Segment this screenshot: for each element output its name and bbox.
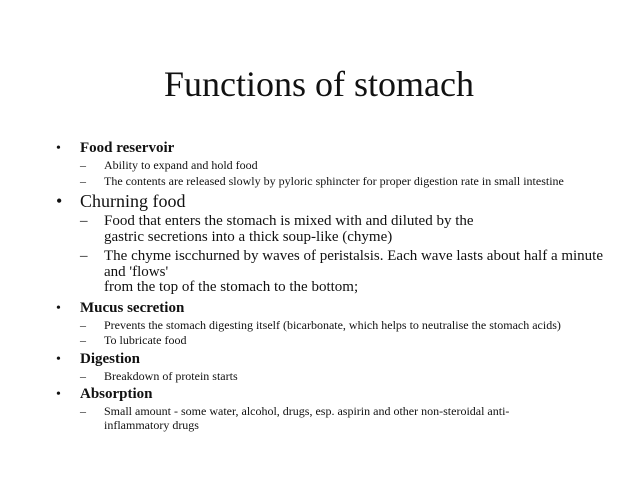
sub-bullet-text-line: and 'flows' xyxy=(104,263,169,280)
section-mucus-secretion xyxy=(56,300,616,348)
bullet-icon: • xyxy=(56,351,61,367)
bullet-icon: • xyxy=(56,387,61,402)
section-heading: Churning food xyxy=(80,191,186,211)
bullet-icon: • xyxy=(56,300,61,316)
sub-bullet-item xyxy=(56,214,616,245)
sub-bullet-text: The contents are released slowly by pyloric sphincter for proper digestion rate in small intestine xyxy=(104,173,564,188)
bullet-icon: • xyxy=(56,141,61,156)
dash-icon: – xyxy=(80,213,88,229)
sub-bullet-text: Breakdown of protein starts xyxy=(104,368,238,383)
sub-bullet-text-line: Food that enters the stomach is mixed with and diluted by the xyxy=(104,213,474,229)
dash-icon: – xyxy=(80,317,86,332)
section-heading: Mucus secretion xyxy=(80,299,185,316)
section-heading: Digestion xyxy=(80,350,140,367)
sub-bullet-text-line: gastric secretions into a thick soup-like (chyme) xyxy=(104,228,393,245)
dash-icon: – xyxy=(80,158,86,172)
sub-bullet-text-line: inflammatory drugs xyxy=(104,417,199,432)
sub-bullet-item xyxy=(56,175,616,189)
bullet-list xyxy=(56,140,616,435)
dash-icon: – xyxy=(80,368,86,383)
sub-bullet-item xyxy=(56,370,616,384)
bullet-item xyxy=(56,386,616,403)
sub-bullet-item xyxy=(56,405,616,432)
sub-bullet-text: Prevents the stomach digesting itself (bicarbonate, which helps to neutralise the stomach acids) xyxy=(104,317,561,332)
dash-icon: – xyxy=(80,173,86,188)
bullet-icon: • xyxy=(56,191,63,211)
slide-title: Functions of stomach xyxy=(164,64,474,104)
section-digestion xyxy=(56,351,616,384)
sub-bullet-text: Ability to expand and hold food xyxy=(104,158,258,172)
sub-bullet-item xyxy=(56,159,616,173)
bullet-item xyxy=(56,140,616,157)
section-food-reservoir xyxy=(56,140,616,188)
sub-bullet-text: To lubricate food xyxy=(104,333,187,347)
dash-icon: – xyxy=(80,248,88,264)
sub-bullet-item xyxy=(56,319,616,333)
section-absorption xyxy=(56,386,616,432)
dash-icon: – xyxy=(80,404,86,418)
dash-icon: – xyxy=(80,333,86,347)
bullet-item xyxy=(56,351,616,368)
sub-bullet-item xyxy=(56,334,616,348)
sub-bullet-text-line: from the top of the stomach to the bottom; xyxy=(104,279,359,295)
section-churning-food xyxy=(56,191,616,296)
sub-bullet-text-line: The chyme iscchurned by waves of peristalsis. Each wave lasts about half a minute xyxy=(104,248,604,264)
bullet-item xyxy=(56,300,616,317)
sub-bullet-text-line: Small amount - some water, alcohol, drugs, esp. aspirin and other non-steroidal anti- xyxy=(104,404,510,418)
section-heading: Absorption xyxy=(80,386,153,402)
sub-bullet-item xyxy=(56,249,616,296)
bullet-item xyxy=(56,191,616,212)
section-heading: Food reservoir xyxy=(80,140,175,156)
